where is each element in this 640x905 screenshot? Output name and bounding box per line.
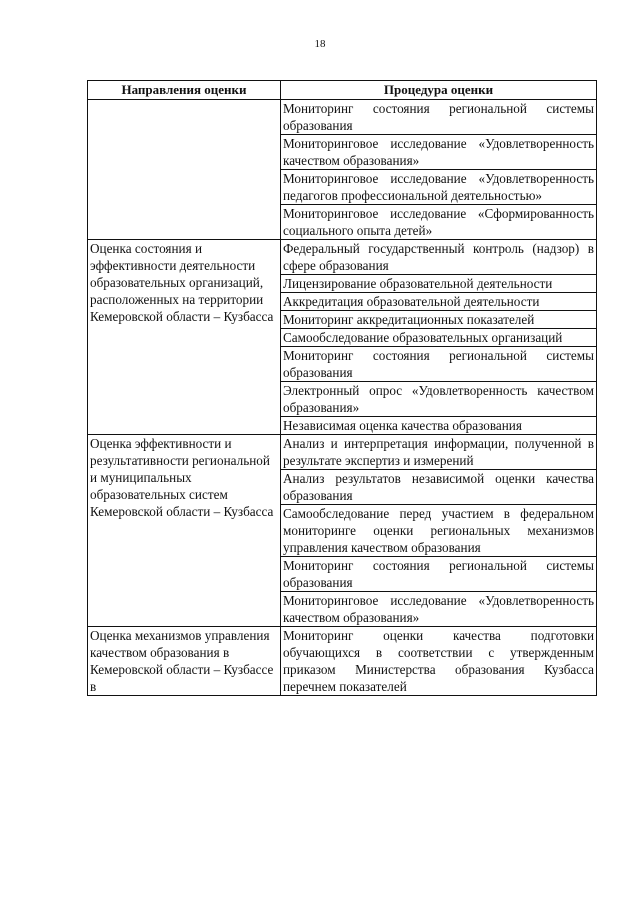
direction-cell: Оценка эффективности и результативности региональной и муниципальных образовательных систем Кемеровской области – Кузбасса — [88, 435, 281, 627]
procedure-cell: Независимая оценка качества образования — [281, 417, 597, 435]
header-direction: Направления оценки — [88, 81, 281, 100]
procedure-cell: Федеральный государственный контроль (надзор) в сфере образования — [281, 240, 597, 275]
table-row — [88, 100, 597, 135]
procedure-cell: Электронный опрос «Удовлетворенность качеством образования» — [281, 382, 597, 417]
procedure-cell: Анализ и интерпретация информации, полученной в результате экспертиз и измерений — [281, 435, 597, 470]
procedure-cell: Анализ результатов независимой оценки качества образования — [281, 470, 597, 505]
page-number: 18 — [314, 38, 326, 50]
procedure-cell: Мониторинг состояния региональной системы образования — [281, 100, 597, 135]
procedure-cell: Мониторинг оценки качества подготовки обучающихся в соответствии с утвержденным приказом Министерства образования Кузбасса перечнем показателей — [281, 627, 597, 696]
table-header-row — [88, 81, 597, 100]
procedure-cell: Самообследование перед участием в федеральном мониторинге оценки региональных механизмов управления качеством образования — [281, 505, 597, 557]
procedure-cell: Мониторинговое исследование «Удовлетворенность качеством образования» — [281, 592, 597, 627]
direction-cell: Оценка механизмов управления качеством образования в Кемеровской области – Кузбассе в — [88, 627, 281, 696]
procedure-cell: Лицензирование образовательной деятельности — [281, 275, 597, 293]
procedure-cell: Самообследование образовательных организаций — [281, 329, 597, 347]
procedure-cell: Мониторинг состояния региональной системы образования — [281, 347, 597, 382]
table-row — [88, 240, 597, 275]
table-row — [88, 435, 597, 470]
assessment-table — [87, 80, 597, 696]
header-procedure: Процедура оценки — [281, 81, 597, 100]
table-row — [88, 627, 597, 696]
procedure-cell: Мониторинговое исследование «Сформированность социального опыта детей» — [281, 205, 597, 240]
direction-cell: Оценка состояния и эффективности деятельности образовательных организаций, расположенных на территории Кемеровской области – Кузбасса — [88, 240, 281, 435]
procedure-cell: Мониторинг аккредитационных показателей — [281, 311, 597, 329]
procedure-cell: Мониторинговое исследование «Удовлетворенность качеством образования» — [281, 135, 597, 170]
direction-cell — [88, 100, 281, 240]
procedure-cell: Мониторинг состояния региональной системы образования — [281, 557, 597, 592]
procedure-cell: Аккредитация образовательной деятельности — [281, 293, 597, 311]
procedure-cell: Мониторинговое исследование «Удовлетворенность педагогов профессиональной деятельностью» — [281, 170, 597, 205]
